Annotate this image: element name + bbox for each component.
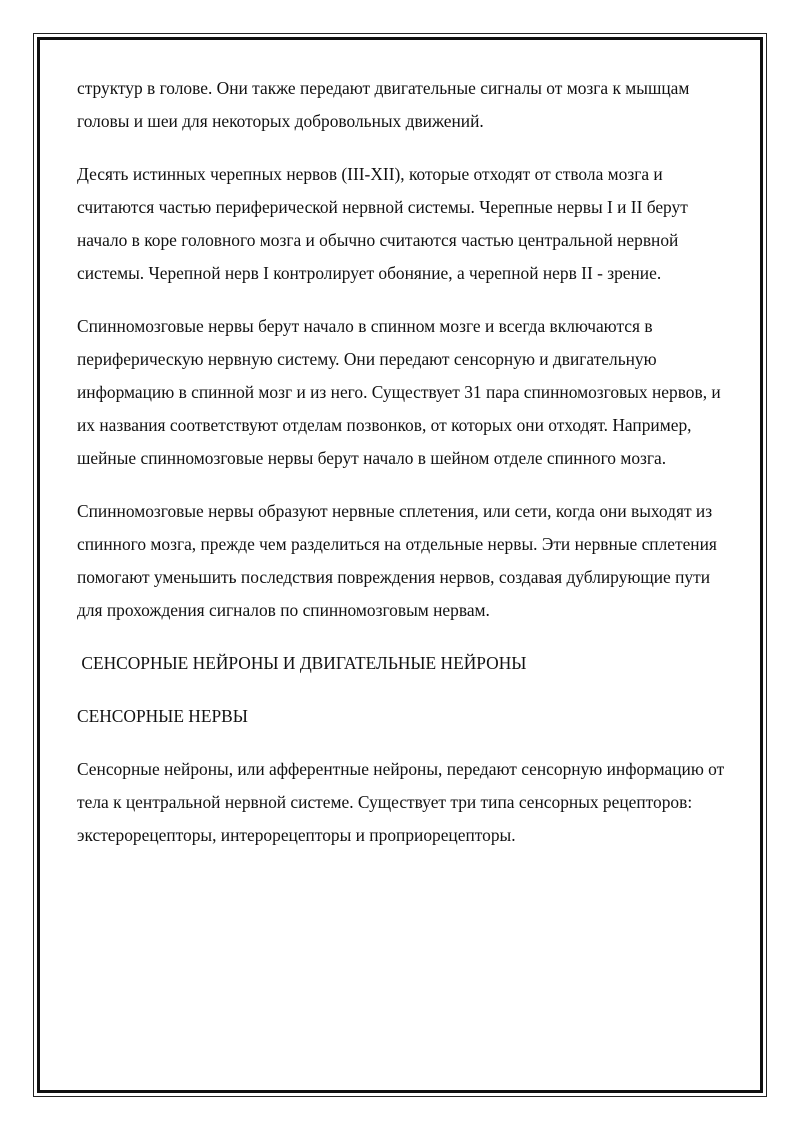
paragraph-1: структур в голове. Они также передают двигательные сигналы от мозга к мышцам головы и шеи для некоторых добровольных движений. xyxy=(77,78,690,131)
document-body xyxy=(77,72,727,872)
section-heading: СЕНСОРНЫЕ НЕЙРОНЫ И ДВИГАТЕЛЬНЫЕ НЕЙРОНЫ xyxy=(77,653,527,673)
subsection-heading: СЕНСОРНЫЕ НЕРВЫ xyxy=(77,706,248,726)
paragraph-4: Спинномозговые нервы образуют нервные сплетения, или сети, когда они выходят из спинного мозга, прежде чем разделиться на отдельные нервы. Эти нервные сплетения помогают уменьшить последствия повреждения нервов, создавая дублирующие пути для прохождения сигналов по спинномозговым нервам. xyxy=(77,501,717,620)
paragraph-2: Десять истинных черепных нервов (III-XII), которые отходят от ствола мозга и считаются частью периферической нервной системы. Черепные нервы I и II берут начало в коре головного мозга и обычно считаются частью центральной нервной системы. Черепной нерв I контролирует обоняние, а черепной нерв II - зрение. xyxy=(77,164,688,283)
paragraph-3: Спинномозговые нервы берут начало в спинном мозге и всегда включаются в периферическую нервную систему. Они передают сенсорную и двигательную информацию в спинной мозг и из него. Существует 31 пара спинномозговых нервов, и их названия соответствуют отделам позвонков, от которых они отходят. Например, шейные спинномозговые нервы берут начало в шейном отделе спинного мозга. xyxy=(77,316,721,468)
paragraph-5: Сенсорные нейроны, или афферентные нейроны, передают сенсорную информацию от тела к центральной нервной системе. Существует три типа сенсорных рецепторов: экстерорецепторы, интерорецепторы и проприорецепторы. xyxy=(77,759,725,845)
